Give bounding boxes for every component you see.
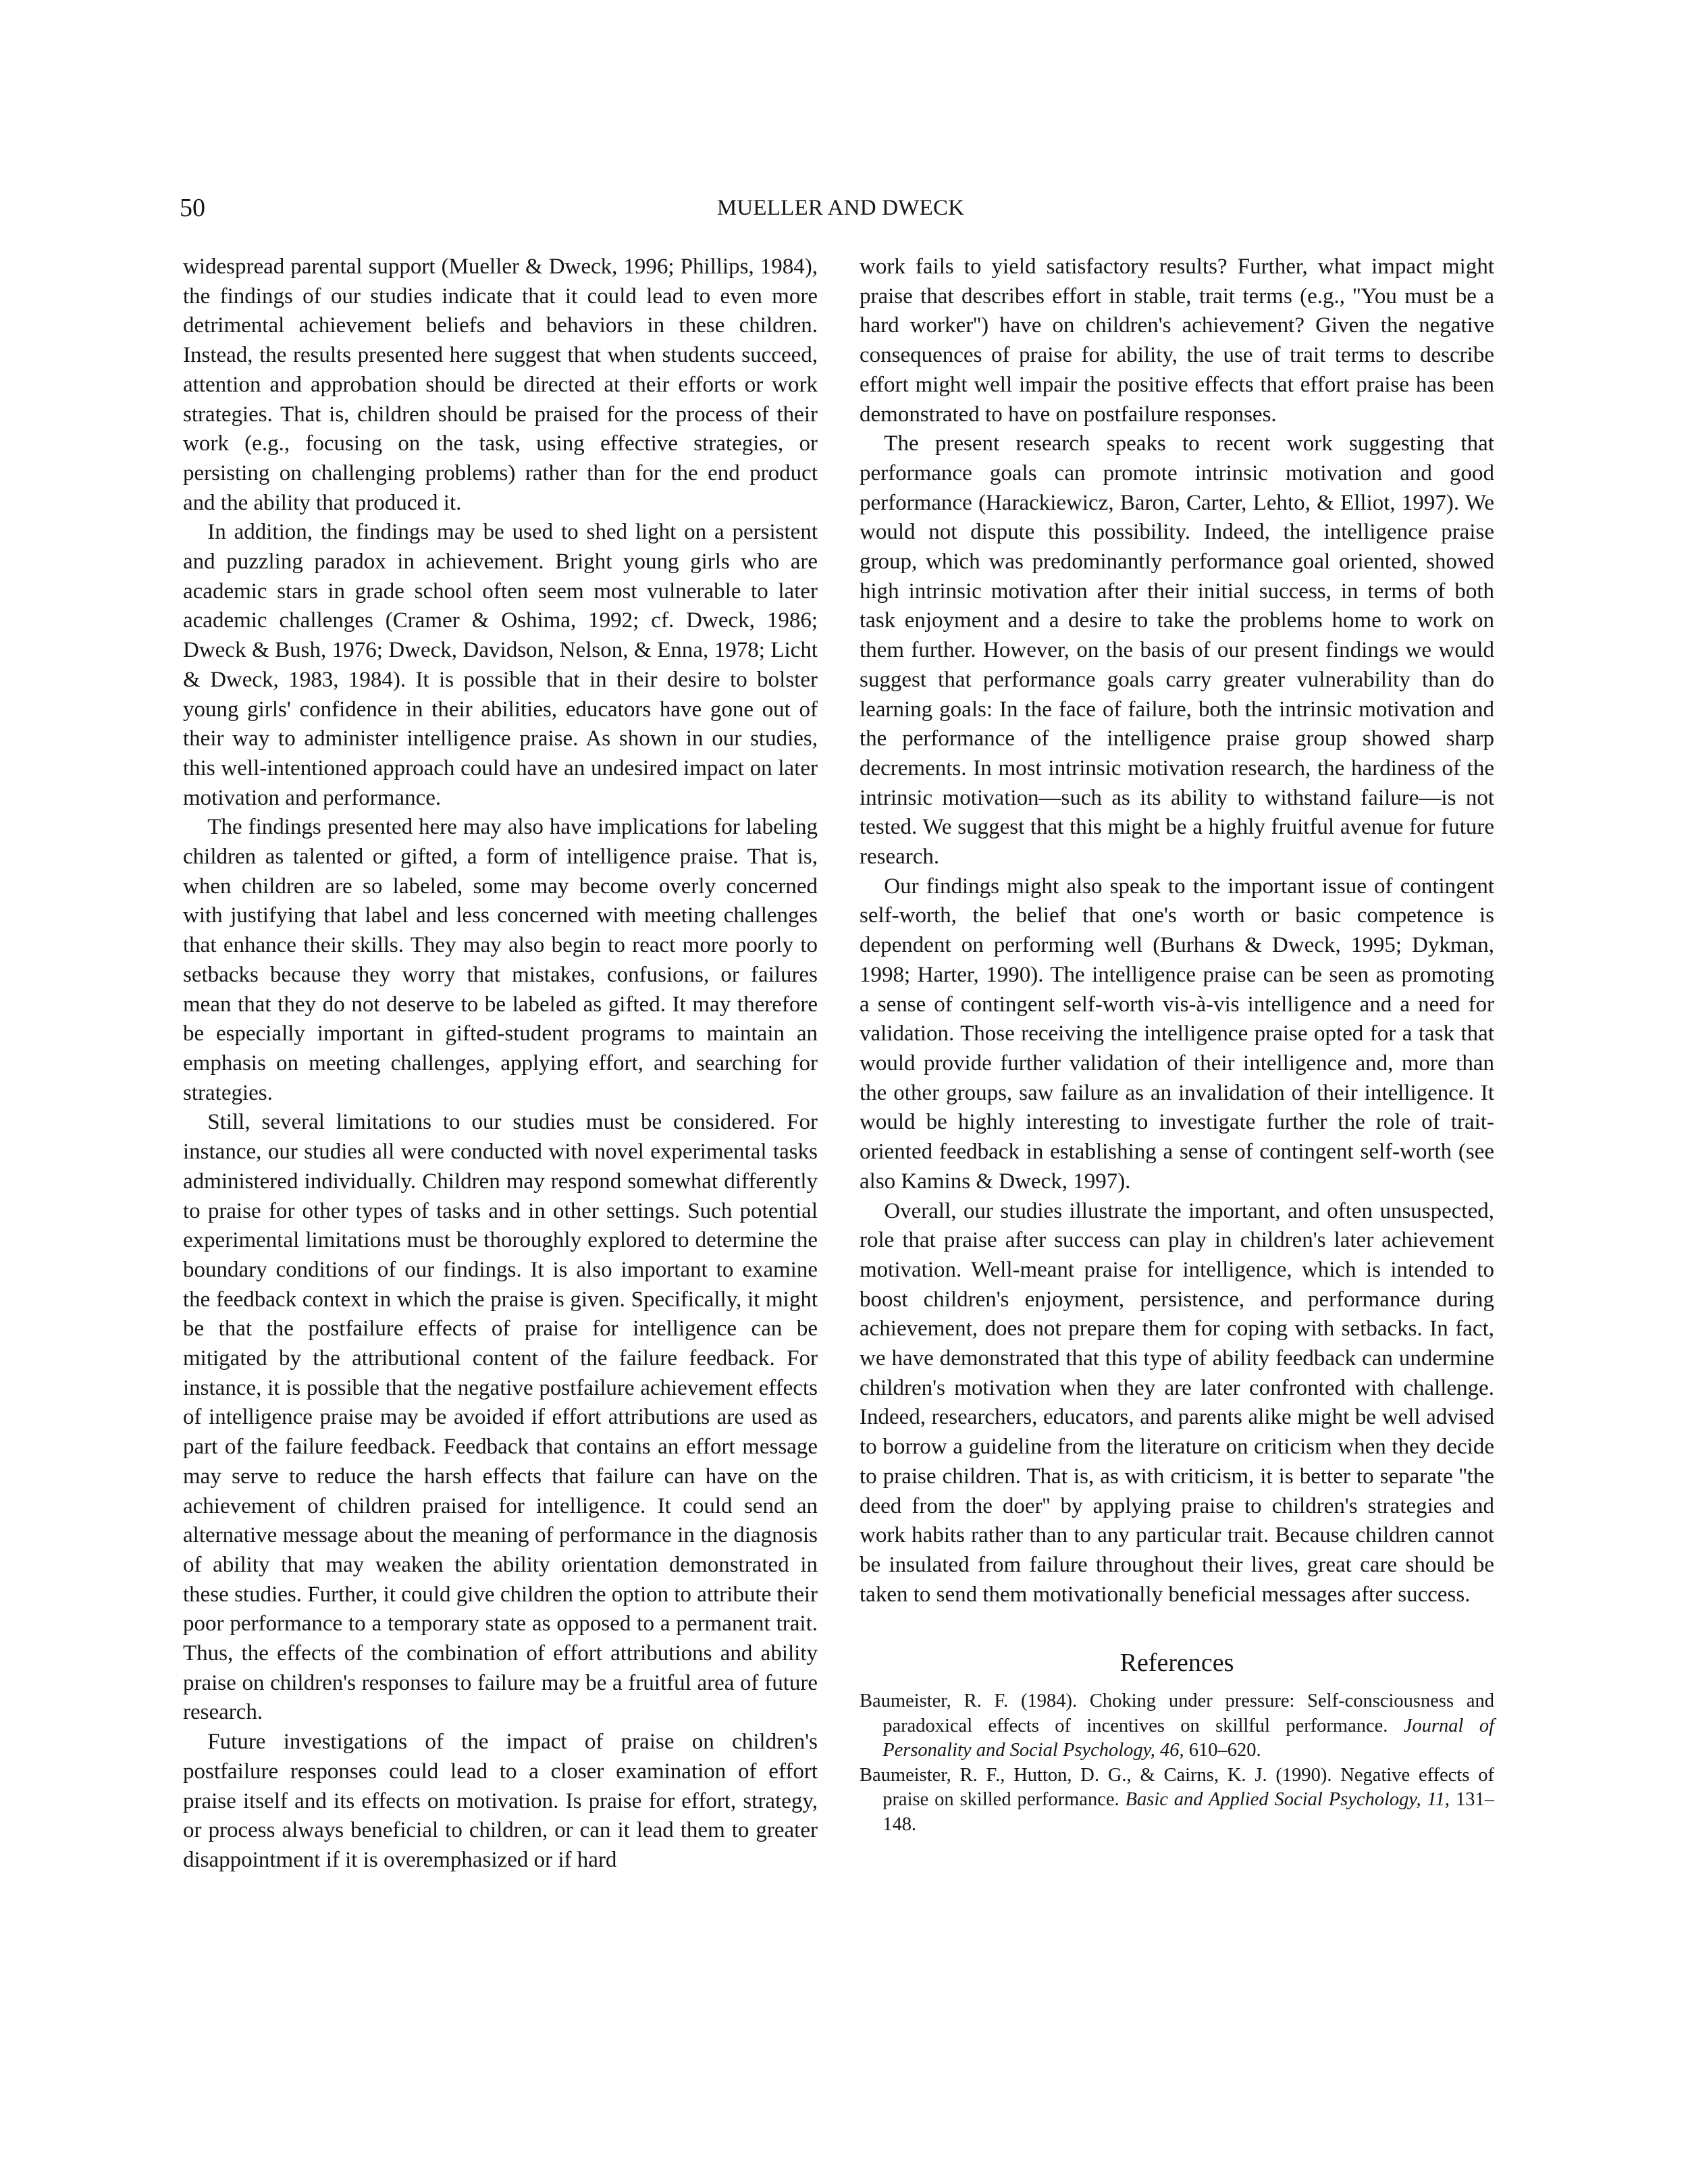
left-paragraph-2: In addition, the findings may be used to shed light on a persistent and puzzling paradox in achievement. Bright young girls who are academic stars in grade school often seem most vulnerable to later academic challenges (Cramer & Oshima, 1992; cf. Dweck, 1986; Dweck & Bush, 1976; Dweck, Davidson, Nelson, & Enna, 1978; Licht & Dweck, 1983, 1984). It is possible that in their desire to bolster young girls' confidence in their abilities, educators have gone out of their way to administer intelligence praise. As shown in our studies, this well-intentioned approach could have an undesired impact on later motivation and performance. — [183, 520, 818, 810]
right-paragraph-3: Our findings might also speak to the important issue of contingent self-worth, the belief that one's worth or basic competence is dependent on performing well (Burhans & Dweck, 1995; Dykman, 1998; Harter, 1990). The intelligence praise can be seen as promoting a sense of contingent self-worth vis-à-vis intelligence and a need for validation. Those receiving the intelligence praise opted for a task that would provide further validation of their intelligence and, more than the other groups, saw failure as an invalidation of their intelligence. It would be highly interesting to investigate further the role of trait-oriented feedback in establishing a sense of contingent self-worth (see also Kamins & Dweck, 1997). — [860, 874, 1494, 1194]
reference-pages: 131–148. — [882, 1789, 1494, 1835]
right-paragraph-2: The present research speaks to recent work suggesting that performance goals can promote intrinsic motivation and good performance (Harackiewicz, Baron, Carter, Lehto, & Elliot, 1997). We would not dispute this possibility. Indeed, the intelligence praise group, which was predominantly performance goal oriented, showed high intrinsic motivation after their initial success, in terms of both task enjoyment and a desire to take the problems home to work on them further. However, on the basis of our present findings we would suggest that performance goals carry greater vulnerability than do learning goals: In the face of failure, both the intrinsic motivation and the performance of the intelligence praise group showed sharp decrements. In most intrinsic motivation research, the hardiness of the intrinsic motivation—such as its ability to withstand failure—is not tested. We suggest that this might be a highly fruitful avenue for future research. — [860, 431, 1494, 870]
left-paragraph-1: widespread parental support (Mueller & Dweck, 1996; Phillips, 1984), the findings of our studies indicate that it could lead to even more detrimental achievement beliefs and behaviors in these children. Instead, the results presented here suggest that when students succeed, attention and approbation should be directed at their efforts or work strategies. That is, children should be praised for the process of their work (e.g., focusing on the task, using effective strategies, or persisting on challenging problems) rather than for the end product and the ability that produced it. — [183, 255, 818, 515]
reference-text: Baumeister, R. F., Hutton, D. G., & Cairns, K. J. (1990). Negative effects of praise on skilled performance. — [860, 1764, 1494, 1811]
right-column — [860, 252, 1494, 1837]
reference-item — [860, 1763, 1494, 1838]
reference-item — [860, 1689, 1494, 1763]
reference-text: Baumeister, R. F. (1984). Choking under pressure: Self-consciousness and paradoxical effects of incentives on skillful performance. — [860, 1690, 1494, 1736]
left-paragraph-5: Future investigations of the impact of praise on children's postfailure responses could lead to a closer examination of effort praise itself and its effects on motivation. Is praise for effort, strategy, or process always beneficial to children, or can it lead them to greater disappointment if it is overemphasized or if hard — [183, 1730, 818, 1872]
reference-journal: Journal of Personality and Social Psychology, 46, — [882, 1715, 1494, 1761]
left-paragraph-4: Still, several limitations to our studies must be considered. For instance, our studies all were conducted with novel experimental tasks administered individually. Children may respond somewhat differently to praise for other types of tasks and in other settings. Such potential experimental limitations must be thoroughly explored to determine the boundary conditions of our findings. It is also important to examine the feedback context in which the praise is given. Specifically, it might be that the postfailure effects of praise for intelligence can be mitigated by the attributional content of the failure feedback. For instance, it is possible that the negative postfailure achievement effects of intelligence praise may be avoided if effort attributions are used as part of the failure feedback. Feedback that contains an effort message may serve to reduce the harsh effects that failure can have on the achievement of children praised for intelligence. It could send an alternative message about the meaning of performance in the diagnosis of ability that may weaken the ability orientation demonstrated in these studies. Further, it could give children the option to attribute their poor performance to a temporary state as opposed to a permanent trait. Thus, the effects of the combination of effort attributions and ability praise on children's responses to failure may be a fruitful area of future research. — [183, 1110, 818, 1725]
right-paragraph-1: work fails to yield satisfactory results? Further, what impact might praise that describes effort in stable, trait terms (e.g., ''You must be a hard worker'') have on children's achievement? Given the negative consequences of praise for ability, the use of trait terms to describe effort might well impair the positive effects that effort praise has been demonstrated to have on postfailure responses. — [860, 255, 1494, 427]
page-number: 50 — [180, 194, 205, 222]
left-paragraph-3: The findings presented here may also have implications for labeling children as talented or gifted, a form of intelligence praise. That is, when children are so labeled, some may become overly concerned with justifying that label and less concerned with meeting challenges that enhance their skills. They may also begin to react more poorly to setbacks because they worry that mistakes, confusions, or failures mean that they do not deserve to be labeled as gifted. It may therefore be especially important in gifted-student programs to maintain an emphasis on meeting challenges, applying effort, and searching for strategies. — [183, 815, 818, 1105]
page-header — [180, 193, 1502, 223]
right-paragraph-4: Overall, our studies illustrate the important, and often unsuspected, role that praise after success can play in children's later achievement motivation. Well-meant praise for intelligence, which is intended to boost children's enjoyment, persistence, and performance during achievement, does not prepare them for coping with setbacks. In fact, we have demonstrated that this type of ability feedback can undermine children's motivation when they are later confronted with challenge. Indeed, researchers, educators, and parents alike might be well advised to borrow a guideline from the literature on criticism when they decide to praise children. That is, as with criticism, it is better to separate ''the deed from the doer'' by applying praise to children's strategies and work habits rather than to any particular trait. Because children cannot be insulated from failure throughout their lives, great care should be taken to send them motivationally beneficial messages after success. — [860, 1198, 1494, 1607]
left-column — [183, 252, 818, 1875]
reference-pages: 610–620. — [1184, 1740, 1261, 1761]
running-head: MUELLER AND DWECK — [716, 196, 965, 220]
reference-journal: Basic and Applied Social Psychology, 11, — [1125, 1789, 1450, 1811]
references-heading: References — [1119, 1649, 1234, 1678]
